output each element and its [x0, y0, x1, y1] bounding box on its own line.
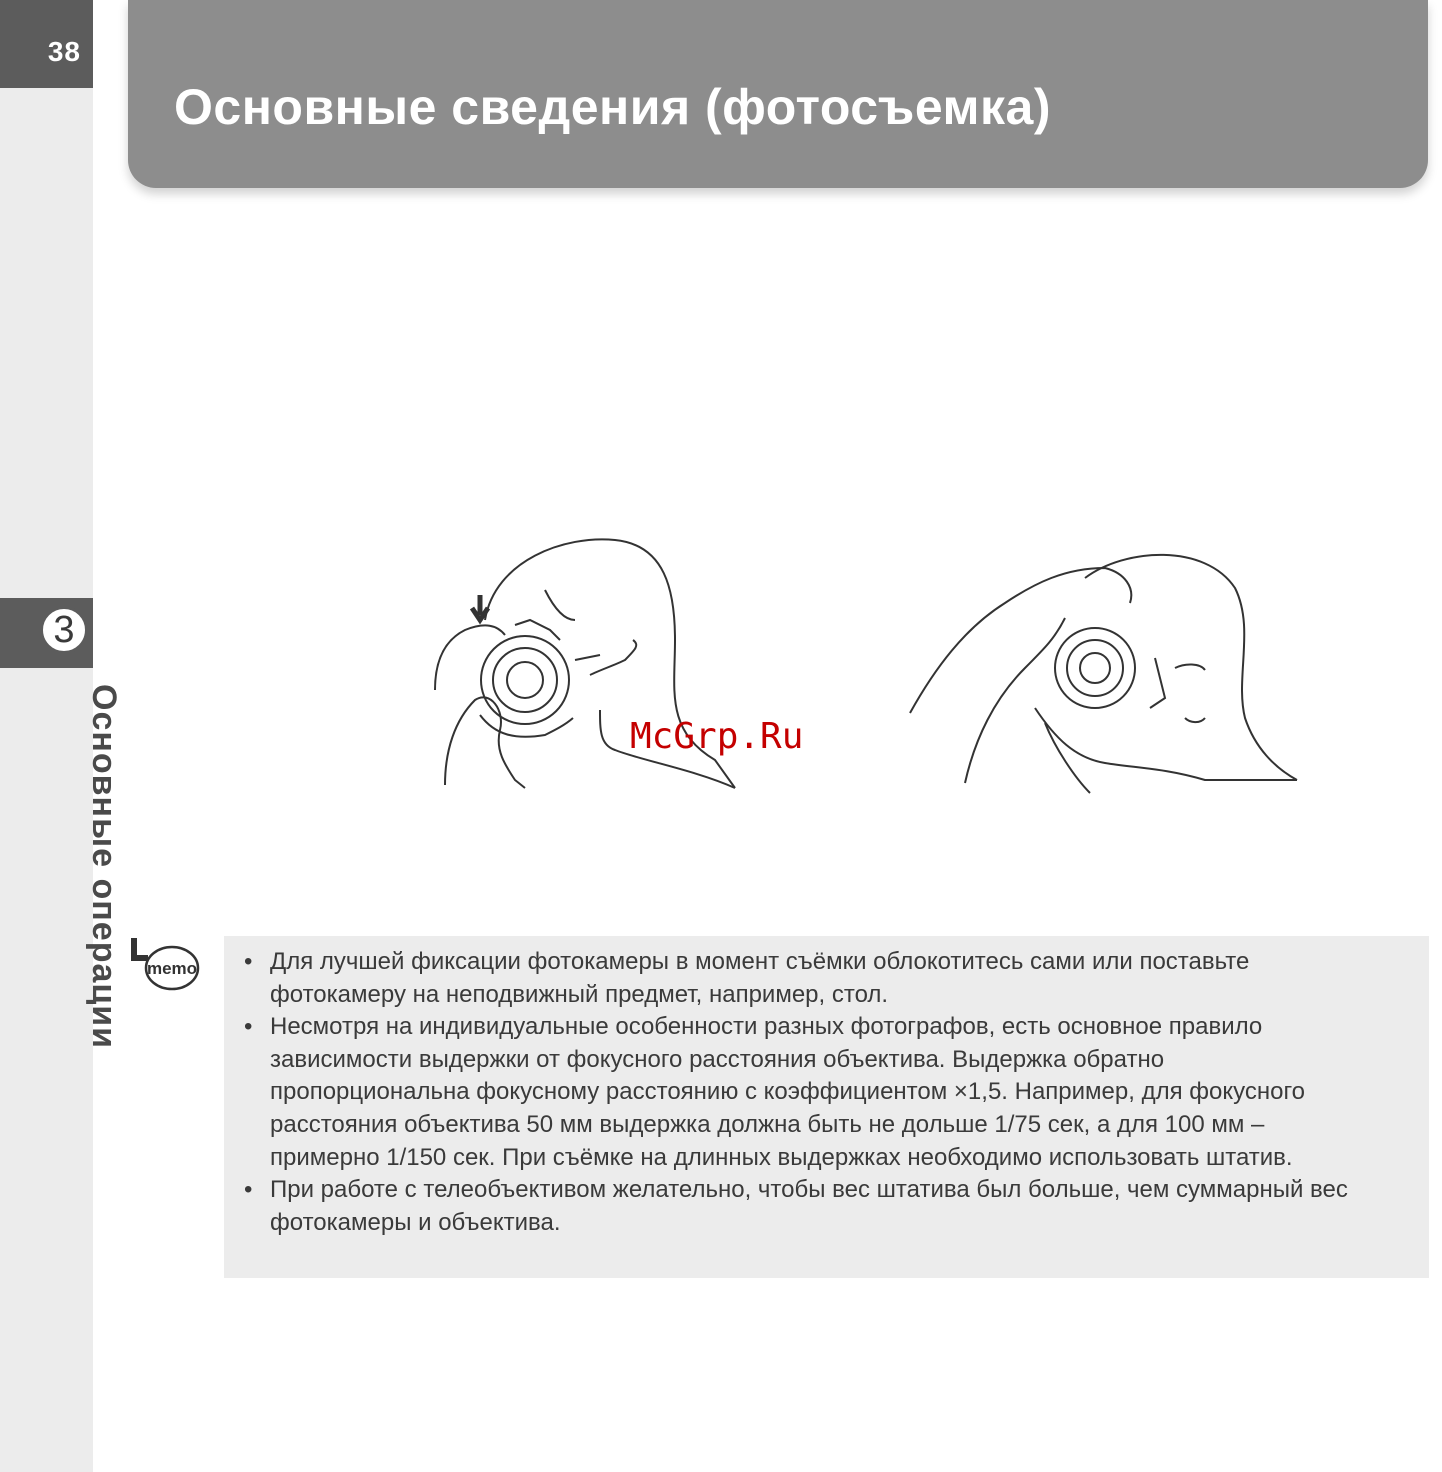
holding-camera-vertical-illustration [905, 548, 1305, 798]
bullet-icon: • [244, 1013, 253, 1041]
chapter-number: 3 [40, 606, 88, 654]
chapter-title: Основные операции [85, 684, 123, 1050]
bullet-icon: • [244, 948, 253, 975]
memo-item [238, 1174, 1370, 1239]
bullet-icon: • [244, 1176, 253, 1204]
memo-icon [128, 932, 202, 994]
page-number: 38 [47, 36, 81, 67]
memo-item-text: При работе с телеобъективом желательно, чтобы вес штатива был больше, чем суммарный вес фотокамеры и объектива. [270, 1176, 1348, 1236]
side-strip [0, 0, 93, 1472]
memo-icon-label: memo [146, 959, 198, 978]
page-number-box [0, 0, 93, 88]
memo-item-text: Для лучшей фиксации фотокамеры в момент съёмки облокотитесь сами или поставьте фотокамеру на неподвижный предмет, например, стол. [270, 948, 1250, 1008]
memo-list [224, 936, 1429, 1239]
page-title: Основные сведения (фотосъемка) [174, 79, 1051, 135]
memo-item-text: Несмотря на индивидуальные особенности разных фотографов, есть основное правило зависимости выдержки от фокусного расстояния объектива. Выдержка обратно пропорциональна фокусному расстоянию с коэффициентом ×1,5. Например, для фокусного расстояния объектива 50 мм выдержка должна быть не дольше 1/75 сек, а для 100 мм – примерно 1/150 сек. При съёмке на длинных выдержках необходимо использовать штатив. [270, 1013, 1306, 1171]
memo-item [238, 946, 1370, 1011]
watermark: McGrp.Ru [630, 716, 804, 757]
memo-item [238, 1011, 1370, 1174]
memo-box [224, 936, 1429, 1278]
